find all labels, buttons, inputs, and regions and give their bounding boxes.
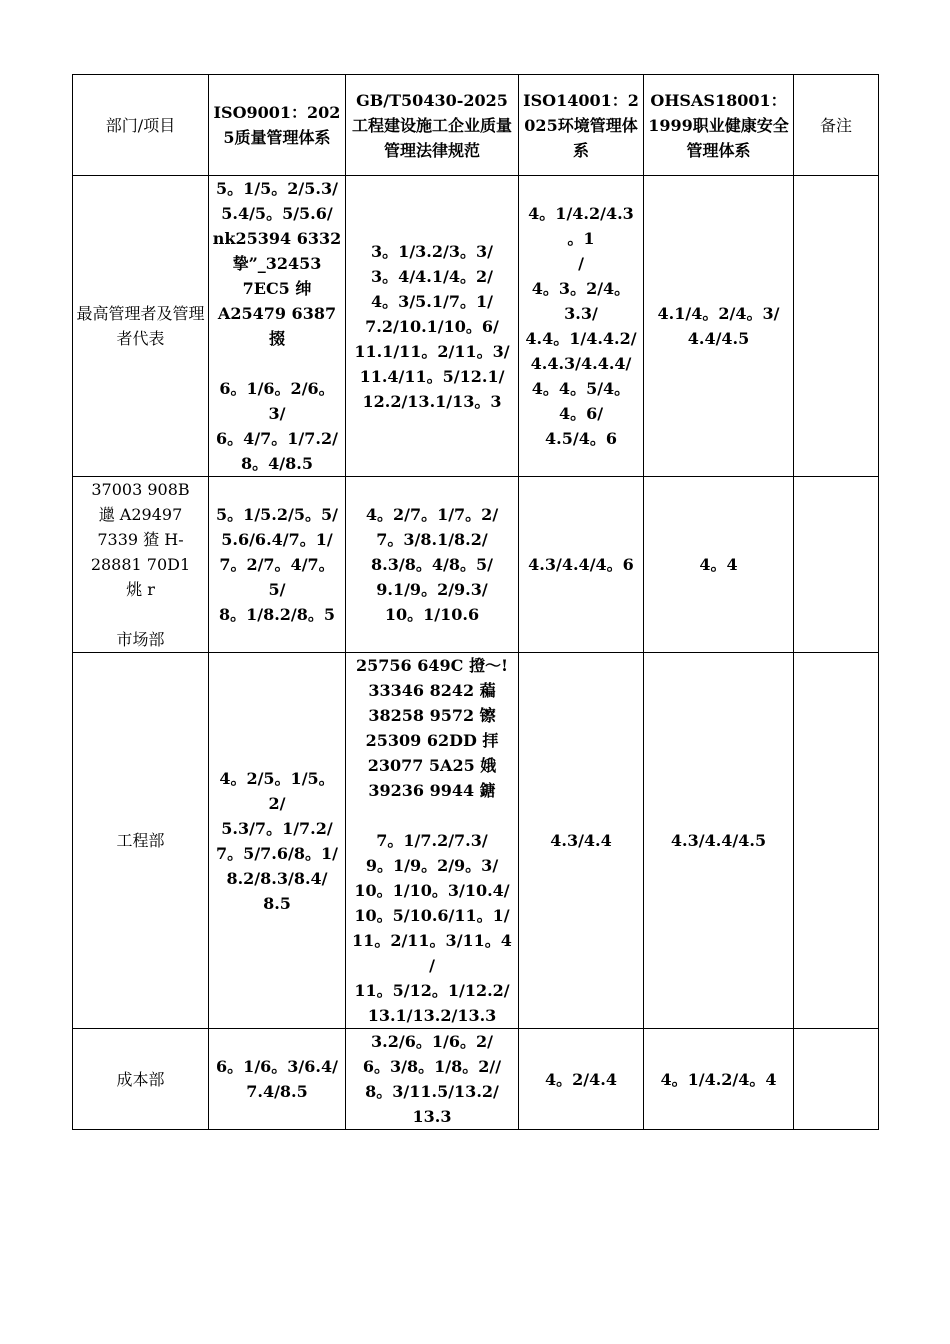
header-iso9001: ISO9001：2025质量管理体系 [209,75,346,176]
row-dept [73,477,209,653]
cell-line: 7。2/7。4/7。 [219,555,335,574]
cell-ohsas [644,477,794,653]
cell-line: 13.1/13.2/13.3 [367,1006,497,1025]
cell-line: A25479 6387 [217,304,337,323]
cell-line: 11。2/11。3/11。4 [352,931,512,950]
cell-line: 38258 9572 镲 [368,706,496,725]
cell-line: 5。1/5。2/5.3/ [216,179,338,198]
cell-line: 4.5/4。6 [545,429,617,448]
cell-line: 2/ [268,793,286,813]
cell-line: / [429,956,435,975]
cell-iso9001 [209,1029,346,1130]
cell-line: 7.4/8.5 [246,1082,308,1101]
cell-line: 7。5/7.6/8。1/ [216,843,338,863]
cell-iso14001 [519,653,644,1029]
cell-line: 11.1/11。2/11。3/ [354,341,510,361]
cell-line: 6。1/6。3/6.4/ [216,1057,338,1076]
cell-line: 4。6/ [558,404,604,423]
cell-line: 25756 649C 撜～! [356,656,508,675]
cell-line: 3.2/6。1/6。2/ [371,1032,493,1051]
cell-line: 4。1/4.2/4。4 [660,1069,777,1089]
cell-note [794,1029,879,1130]
cell-line: 4.4.3/4.4.4/ [530,354,632,373]
header-row [73,75,879,176]
cell-line: 5/ [268,580,286,599]
cell-line: 23077 5A25 娥 [367,756,497,775]
cell-line: 28881 70D1 [90,555,191,574]
cell-line: 4。4 [699,555,738,574]
cell-iso9001 [209,176,346,477]
cell-line: 33346 8242 藊 [368,681,496,700]
cell-line: nk25394 6332 [212,229,342,248]
cell-line: 11.4/11。5/12.1/ [359,366,505,386]
cell-line: 3。4/4.1/4。2/ [371,266,493,286]
cell-line: 市场部 [116,630,165,649]
table-row [73,1029,879,1130]
cell-line: 7.2/10.1/10。6/ [365,316,499,336]
cell-line: 4。2/4.4 [545,1069,617,1089]
cell-line: / [578,254,584,273]
cell-note [794,653,879,1029]
dept-text: 工程部 [116,831,165,850]
cell-line: 9。1/9。2/9。3/ [365,856,499,875]
cell-line: 。1 [567,229,595,248]
cell-line: 3/ [268,404,286,423]
cell-line: 6。3/8。1/8。2// [362,1057,502,1076]
cell-gb [346,1029,519,1130]
cell-line: 4.3/4.4/4.5 [670,831,767,850]
cell-ohsas [644,1029,794,1130]
cell-line: 5。1/5.2/5。5/ [216,505,338,524]
cell-line: 掇 [268,329,285,348]
cell-line: 烑 r [126,580,155,599]
cell-line: 7。3/8.1/8.2/ [376,530,488,549]
cell-iso14001 [519,1029,644,1130]
cell-line: 37003 908B [91,480,190,499]
cell-line: 10。5/10.6/11。1/ [354,906,510,925]
cell-line: 4.4/4.5 [687,329,750,348]
cell-line: 8.5 [263,893,291,913]
header-note: 备注 [794,75,879,176]
table-row [73,653,879,1029]
cell-line: 10。1/10。3/10.4/ [354,881,510,900]
row-dept [73,1029,209,1130]
cell-line: 4。4。5/4。 [531,379,631,398]
cell-line: 3.3/ [564,304,598,323]
cell-line: 4.3/4.4/4。6 [528,555,634,574]
cell-gb [346,477,519,653]
header-iso14001: ISO14001：2025环境管理体系 [519,75,644,176]
header-dept: 部门/项目 [73,75,209,176]
dept-text: 成本部 [116,1069,165,1089]
cell-gb [346,176,519,477]
cell-line [76,602,205,627]
cell-line: 7EC5 绅 [242,279,312,298]
cell-line: 3。1/3.2/3。3/ [371,241,493,261]
table-row [73,477,879,653]
cell-line: 挚”_32453 [232,254,322,273]
cell-line: 8。4/8.5 [241,454,313,473]
cell-line: 6。1/6。2/6。 [219,379,335,398]
cell-line: 11。5/12。1/12.2/ [354,981,510,1000]
cell-iso9001 [209,477,346,653]
cell-line: 4。3。2/4。 [531,279,631,298]
cell-line: 25309 62DD 拝 [365,731,499,750]
cell-line: 8。3/11.5/13.2/ [365,1082,499,1101]
cell-line: 邋 A29497 [98,505,183,524]
cell-iso14001 [519,477,644,653]
cell-note [794,176,879,477]
cell-line: 8.2/8.3/8.4/ [226,868,328,888]
cell-line: 12.2/13.1/13。3 [362,391,502,411]
row-dept [73,176,209,477]
cell-line [349,803,515,828]
cell-line: 5.3/7。1/7.2/ [221,818,333,838]
table-row [73,176,879,477]
header-gb: GB/T50430-2025工程建设施工企业质量管理法律规范 [346,75,519,176]
dept-text: 最高管理者及管理者代表 [76,304,205,348]
cell-gb [346,653,519,1029]
cell-line: 5.6/6.4/7。1/ [221,530,333,549]
cell-ohsas [644,176,794,477]
management-system-table [72,74,879,1130]
cell-ohsas [644,653,794,1029]
cell-line: 6。4/7。1/7.2/ [216,429,338,448]
row-dept [73,653,209,1029]
cell-iso9001 [209,653,346,1029]
cell-line: 4.3/4.4 [550,831,612,850]
cell-line: 8.3/8。4/8。5/ [371,555,493,574]
cell-line: 7339 猹 H- [97,530,184,549]
cell-line: 4。2/5。1/5。 [219,768,335,788]
cell-line: 13.3 [412,1107,452,1126]
cell-line: 4.4。1/4.4.2/ [525,329,637,348]
cell-line: 9.1/9。2/9.3/ [376,580,488,599]
header-ohsas: OHSAS18001：1999职业健康安全管理体系 [644,75,794,176]
cell-line: 4。3/5.1/7。1/ [371,291,493,311]
cell-line: 10。1/10.6 [384,605,480,624]
cell-line: 4。2/7。1/7。2/ [365,505,499,524]
cell-line [212,351,342,376]
cell-line: 39236 9944 鎕 [368,781,496,800]
cell-iso14001 [519,176,644,477]
cell-note [794,477,879,653]
cell-line: 5.4/5。5/5.6/ [221,204,333,223]
cell-line: 7。1/7.2/7.3/ [376,831,488,850]
cell-line: 4。1/4.2/4.3 [528,204,634,223]
cell-line: 8。1/8.2/8。5 [218,605,336,624]
cell-line: 4.1/4。2/4。3/ [657,304,780,323]
